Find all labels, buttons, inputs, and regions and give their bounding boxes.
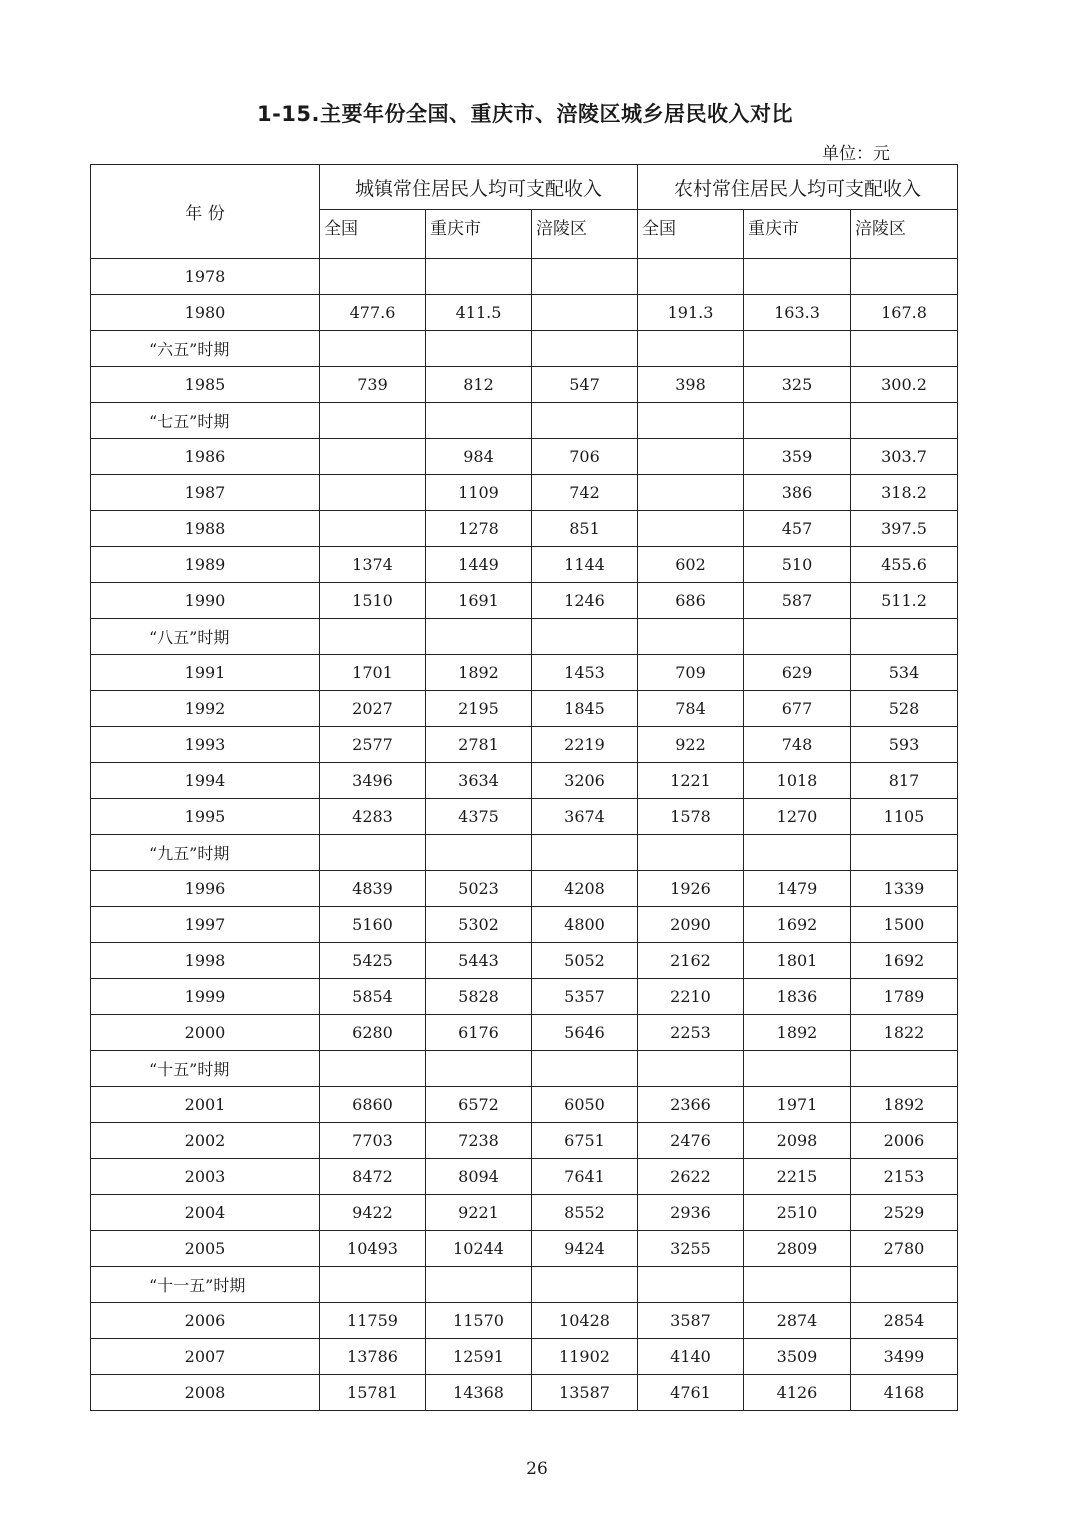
- table-row: [91, 259, 958, 295]
- value-cell: 6572: [426, 1087, 532, 1123]
- value-cell: 1374: [320, 547, 426, 583]
- income-comparison-table: [90, 164, 958, 1411]
- year-cell: 1985: [91, 367, 320, 403]
- value-cell: 11902: [532, 1339, 638, 1375]
- value-cell: 1691: [426, 583, 532, 619]
- table-row: [91, 367, 958, 403]
- value-cell: [744, 835, 851, 871]
- value-cell: 5052: [532, 943, 638, 979]
- value-cell: [744, 403, 851, 439]
- value-cell: [638, 1051, 744, 1087]
- value-cell: 13587: [532, 1375, 638, 1411]
- value-cell: 2622: [638, 1159, 744, 1195]
- value-cell: 10428: [532, 1303, 638, 1339]
- value-cell: [320, 439, 426, 475]
- value-cell: 3206: [532, 763, 638, 799]
- value-cell: [638, 439, 744, 475]
- value-cell: 1789: [851, 979, 958, 1015]
- value-cell: 2780: [851, 1231, 958, 1267]
- value-cell: 3496: [320, 763, 426, 799]
- value-cell: 2090: [638, 907, 744, 943]
- value-cell: 1144: [532, 547, 638, 583]
- value-cell: [532, 835, 638, 871]
- value-cell: 1339: [851, 871, 958, 907]
- year-cell: 1980: [91, 295, 320, 331]
- value-cell: 2162: [638, 943, 744, 979]
- value-cell: 3499: [851, 1339, 958, 1375]
- table-row: [91, 1303, 958, 1339]
- value-cell: 2219: [532, 727, 638, 763]
- value-cell: 1105: [851, 799, 958, 835]
- value-cell: 455.6: [851, 547, 958, 583]
- table-row: [91, 547, 958, 583]
- value-cell: 1692: [851, 943, 958, 979]
- value-cell: [851, 403, 958, 439]
- year-cell: 2003: [91, 1159, 320, 1195]
- value-cell: 4126: [744, 1375, 851, 1411]
- value-cell: [532, 259, 638, 295]
- value-cell: 6860: [320, 1087, 426, 1123]
- value-cell: 318.2: [851, 475, 958, 511]
- value-cell: 5023: [426, 871, 532, 907]
- value-cell: 2027: [320, 691, 426, 727]
- value-cell: 6176: [426, 1015, 532, 1051]
- page-number: 26: [526, 1459, 548, 1479]
- value-cell: 477.6: [320, 295, 426, 331]
- value-cell: 386: [744, 475, 851, 511]
- value-cell: [638, 331, 744, 367]
- value-cell: 5828: [426, 979, 532, 1015]
- value-cell: [638, 511, 744, 547]
- unit-label: 单位：元: [822, 144, 890, 164]
- value-cell: 510: [744, 547, 851, 583]
- value-cell: 5443: [426, 943, 532, 979]
- value-cell: 325: [744, 367, 851, 403]
- value-cell: 2781: [426, 727, 532, 763]
- value-cell: 9422: [320, 1195, 426, 1231]
- value-cell: 1510: [320, 583, 426, 619]
- year-cell: 2000: [91, 1015, 320, 1051]
- value-cell: 593: [851, 727, 958, 763]
- value-cell: 2195: [426, 691, 532, 727]
- value-cell: 1500: [851, 907, 958, 943]
- table-row: [91, 871, 958, 907]
- value-cell: [532, 331, 638, 367]
- table-row: [91, 655, 958, 691]
- year-cell: 1992: [91, 691, 320, 727]
- table-row: [91, 1375, 958, 1411]
- value-cell: [851, 259, 958, 295]
- value-cell: 2809: [744, 1231, 851, 1267]
- year-cell: 1993: [91, 727, 320, 763]
- value-cell: 359: [744, 439, 851, 475]
- value-cell: [638, 835, 744, 871]
- value-cell: 1822: [851, 1015, 958, 1051]
- value-cell: 11570: [426, 1303, 532, 1339]
- year-cell: 1997: [91, 907, 320, 943]
- value-cell: 163.3: [744, 295, 851, 331]
- value-cell: 11759: [320, 1303, 426, 1339]
- table-row: [91, 511, 958, 547]
- value-cell: 534: [851, 655, 958, 691]
- value-cell: 1449: [426, 547, 532, 583]
- value-cell: 677: [744, 691, 851, 727]
- value-cell: [320, 1267, 426, 1303]
- value-cell: 1926: [638, 871, 744, 907]
- value-cell: [426, 1267, 532, 1303]
- value-cell: 4761: [638, 1375, 744, 1411]
- value-cell: 2153: [851, 1159, 958, 1195]
- year-cell: 1988: [91, 511, 320, 547]
- value-cell: 5357: [532, 979, 638, 1015]
- value-cell: 167.8: [851, 295, 958, 331]
- year-cell: 1978: [91, 259, 320, 295]
- value-cell: 12591: [426, 1339, 532, 1375]
- value-cell: 709: [638, 655, 744, 691]
- value-cell: [638, 1267, 744, 1303]
- value-cell: [744, 619, 851, 655]
- value-cell: 2098: [744, 1123, 851, 1159]
- value-cell: 3634: [426, 763, 532, 799]
- value-cell: 5160: [320, 907, 426, 943]
- value-cell: 6751: [532, 1123, 638, 1159]
- value-cell: [426, 835, 532, 871]
- table-row: [91, 1195, 958, 1231]
- value-cell: 1109: [426, 475, 532, 511]
- value-cell: 686: [638, 583, 744, 619]
- value-cell: 1018: [744, 763, 851, 799]
- value-cell: 817: [851, 763, 958, 799]
- table-row: [91, 439, 958, 475]
- year-cell: 2001: [91, 1087, 320, 1123]
- value-cell: 5302: [426, 907, 532, 943]
- value-cell: 2210: [638, 979, 744, 1015]
- urban-fuling-header: 涪陵区: [532, 210, 638, 259]
- table-row: [91, 475, 958, 511]
- year-cell: 1995: [91, 799, 320, 835]
- value-cell: 8552: [532, 1195, 638, 1231]
- value-cell: [320, 619, 426, 655]
- value-cell: 748: [744, 727, 851, 763]
- value-cell: [532, 1051, 638, 1087]
- value-cell: [320, 835, 426, 871]
- value-cell: 2936: [638, 1195, 744, 1231]
- value-cell: 1278: [426, 511, 532, 547]
- value-cell: 398: [638, 367, 744, 403]
- period-label: “八五”时期: [91, 619, 320, 655]
- table-row: [91, 1123, 958, 1159]
- period-label: “十五”时期: [91, 1051, 320, 1087]
- value-cell: 13786: [320, 1339, 426, 1375]
- year-cell: 1999: [91, 979, 320, 1015]
- value-cell: 2529: [851, 1195, 958, 1231]
- value-cell: [320, 475, 426, 511]
- value-cell: 784: [638, 691, 744, 727]
- year-cell: 1991: [91, 655, 320, 691]
- period-label: “七五”时期: [91, 403, 320, 439]
- table-row: [91, 1015, 958, 1051]
- value-cell: 5425: [320, 943, 426, 979]
- value-cell: 6050: [532, 1087, 638, 1123]
- value-cell: [532, 403, 638, 439]
- value-cell: [426, 619, 532, 655]
- value-cell: 602: [638, 547, 744, 583]
- value-cell: 7703: [320, 1123, 426, 1159]
- year-cell: 1987: [91, 475, 320, 511]
- value-cell: 8472: [320, 1159, 426, 1195]
- year-column-header: 年 份: [91, 165, 320, 259]
- table-row: [91, 1159, 958, 1195]
- page-title: 1-15.主要年份全国、重庆市、涪陵区城乡居民收入对比: [256, 102, 794, 126]
- value-cell: 4800: [532, 907, 638, 943]
- table-row: [91, 907, 958, 943]
- table-row: [91, 979, 958, 1015]
- rural-income-header: 农村常住居民人均可支配收入: [638, 165, 958, 210]
- value-cell: [851, 1267, 958, 1303]
- urban-income-header: 城镇常住居民人均可支配收入: [320, 165, 638, 210]
- rural-national-header: 全国: [638, 210, 744, 259]
- value-cell: 4839: [320, 871, 426, 907]
- value-cell: 1836: [744, 979, 851, 1015]
- value-cell: [638, 619, 744, 655]
- period-label: “十一五”时期: [91, 1267, 320, 1303]
- rural-fuling-header: 涪陵区: [851, 210, 958, 259]
- value-cell: [744, 1267, 851, 1303]
- value-cell: [426, 403, 532, 439]
- value-cell: 1578: [638, 799, 744, 835]
- value-cell: [320, 259, 426, 295]
- value-cell: 1892: [851, 1087, 958, 1123]
- period-row: [91, 331, 958, 367]
- value-cell: 739: [320, 367, 426, 403]
- year-cell: 1986: [91, 439, 320, 475]
- period-row: [91, 1267, 958, 1303]
- year-cell: 1990: [91, 583, 320, 619]
- value-cell: [320, 403, 426, 439]
- year-cell: 1994: [91, 763, 320, 799]
- value-cell: 3587: [638, 1303, 744, 1339]
- value-cell: 10493: [320, 1231, 426, 1267]
- table-row: [91, 1087, 958, 1123]
- value-cell: 1845: [532, 691, 638, 727]
- value-cell: 1892: [744, 1015, 851, 1051]
- value-cell: 1892: [426, 655, 532, 691]
- value-cell: [532, 619, 638, 655]
- table-row: [91, 1339, 958, 1375]
- urban-national-header: 全国: [320, 210, 426, 259]
- value-cell: 4375: [426, 799, 532, 835]
- value-cell: 851: [532, 511, 638, 547]
- value-cell: 1246: [532, 583, 638, 619]
- value-cell: 1692: [744, 907, 851, 943]
- year-cell: 2008: [91, 1375, 320, 1411]
- period-row: [91, 1051, 958, 1087]
- table-row: [91, 799, 958, 835]
- value-cell: 2874: [744, 1303, 851, 1339]
- value-cell: 2476: [638, 1123, 744, 1159]
- value-cell: 2577: [320, 727, 426, 763]
- value-cell: [638, 259, 744, 295]
- value-cell: 2366: [638, 1087, 744, 1123]
- value-cell: 10244: [426, 1231, 532, 1267]
- value-cell: 2253: [638, 1015, 744, 1051]
- value-cell: [744, 1051, 851, 1087]
- value-cell: [426, 259, 532, 295]
- value-cell: 303.7: [851, 439, 958, 475]
- table-row: [91, 943, 958, 979]
- table-row: [91, 1231, 958, 1267]
- value-cell: 5854: [320, 979, 426, 1015]
- year-cell: 2005: [91, 1231, 320, 1267]
- value-cell: [851, 619, 958, 655]
- value-cell: 15781: [320, 1375, 426, 1411]
- value-cell: 1801: [744, 943, 851, 979]
- value-cell: 706: [532, 439, 638, 475]
- value-cell: 9424: [532, 1231, 638, 1267]
- value-cell: 457: [744, 511, 851, 547]
- value-cell: [638, 403, 744, 439]
- value-cell: [532, 295, 638, 331]
- table-row: [91, 763, 958, 799]
- value-cell: 547: [532, 367, 638, 403]
- year-cell: 2004: [91, 1195, 320, 1231]
- value-cell: 1270: [744, 799, 851, 835]
- value-cell: 629: [744, 655, 851, 691]
- value-cell: 1479: [744, 871, 851, 907]
- value-cell: [320, 511, 426, 547]
- value-cell: 397.5: [851, 511, 958, 547]
- value-cell: [426, 331, 532, 367]
- value-cell: [532, 1267, 638, 1303]
- value-cell: 9221: [426, 1195, 532, 1231]
- value-cell: 984: [426, 439, 532, 475]
- urban-chongqing-header: 重庆市: [426, 210, 532, 259]
- value-cell: 7641: [532, 1159, 638, 1195]
- table-row: [91, 583, 958, 619]
- value-cell: 2510: [744, 1195, 851, 1231]
- value-cell: 4140: [638, 1339, 744, 1375]
- value-cell: 4208: [532, 871, 638, 907]
- value-cell: 1701: [320, 655, 426, 691]
- value-cell: 528: [851, 691, 958, 727]
- rural-chongqing-header: 重庆市: [744, 210, 851, 259]
- year-cell: 1998: [91, 943, 320, 979]
- value-cell: 2854: [851, 1303, 958, 1339]
- value-cell: 3509: [744, 1339, 851, 1375]
- period-label: “六五”时期: [91, 331, 320, 367]
- value-cell: 7238: [426, 1123, 532, 1159]
- value-cell: 511.2: [851, 583, 958, 619]
- value-cell: [638, 475, 744, 511]
- value-cell: 3255: [638, 1231, 744, 1267]
- value-cell: [851, 331, 958, 367]
- value-cell: [744, 331, 851, 367]
- value-cell: 742: [532, 475, 638, 511]
- value-cell: [320, 331, 426, 367]
- value-cell: 587: [744, 583, 851, 619]
- value-cell: 2006: [851, 1123, 958, 1159]
- value-cell: [426, 1051, 532, 1087]
- value-cell: 4283: [320, 799, 426, 835]
- value-cell: [851, 835, 958, 871]
- value-cell: [851, 1051, 958, 1087]
- value-cell: 2215: [744, 1159, 851, 1195]
- table-row: [91, 691, 958, 727]
- value-cell: 6280: [320, 1015, 426, 1051]
- period-row: [91, 403, 958, 439]
- value-cell: 1221: [638, 763, 744, 799]
- year-cell: 2006: [91, 1303, 320, 1339]
- table-row: [91, 727, 958, 763]
- value-cell: [320, 1051, 426, 1087]
- year-cell: 2002: [91, 1123, 320, 1159]
- table-row: [91, 295, 958, 331]
- year-cell: 1996: [91, 871, 320, 907]
- value-cell: 1971: [744, 1087, 851, 1123]
- value-cell: 14368: [426, 1375, 532, 1411]
- value-cell: 4168: [851, 1375, 958, 1411]
- value-cell: 1453: [532, 655, 638, 691]
- value-cell: 411.5: [426, 295, 532, 331]
- value-cell: 812: [426, 367, 532, 403]
- year-cell: 1989: [91, 547, 320, 583]
- period-row: [91, 835, 958, 871]
- value-cell: 3674: [532, 799, 638, 835]
- value-cell: [744, 259, 851, 295]
- value-cell: 922: [638, 727, 744, 763]
- value-cell: 191.3: [638, 295, 744, 331]
- period-label: “九五”时期: [91, 835, 320, 871]
- year-cell: 2007: [91, 1339, 320, 1375]
- table-body: [91, 259, 958, 1411]
- period-row: [91, 619, 958, 655]
- value-cell: 300.2: [851, 367, 958, 403]
- value-cell: 8094: [426, 1159, 532, 1195]
- value-cell: 5646: [532, 1015, 638, 1051]
